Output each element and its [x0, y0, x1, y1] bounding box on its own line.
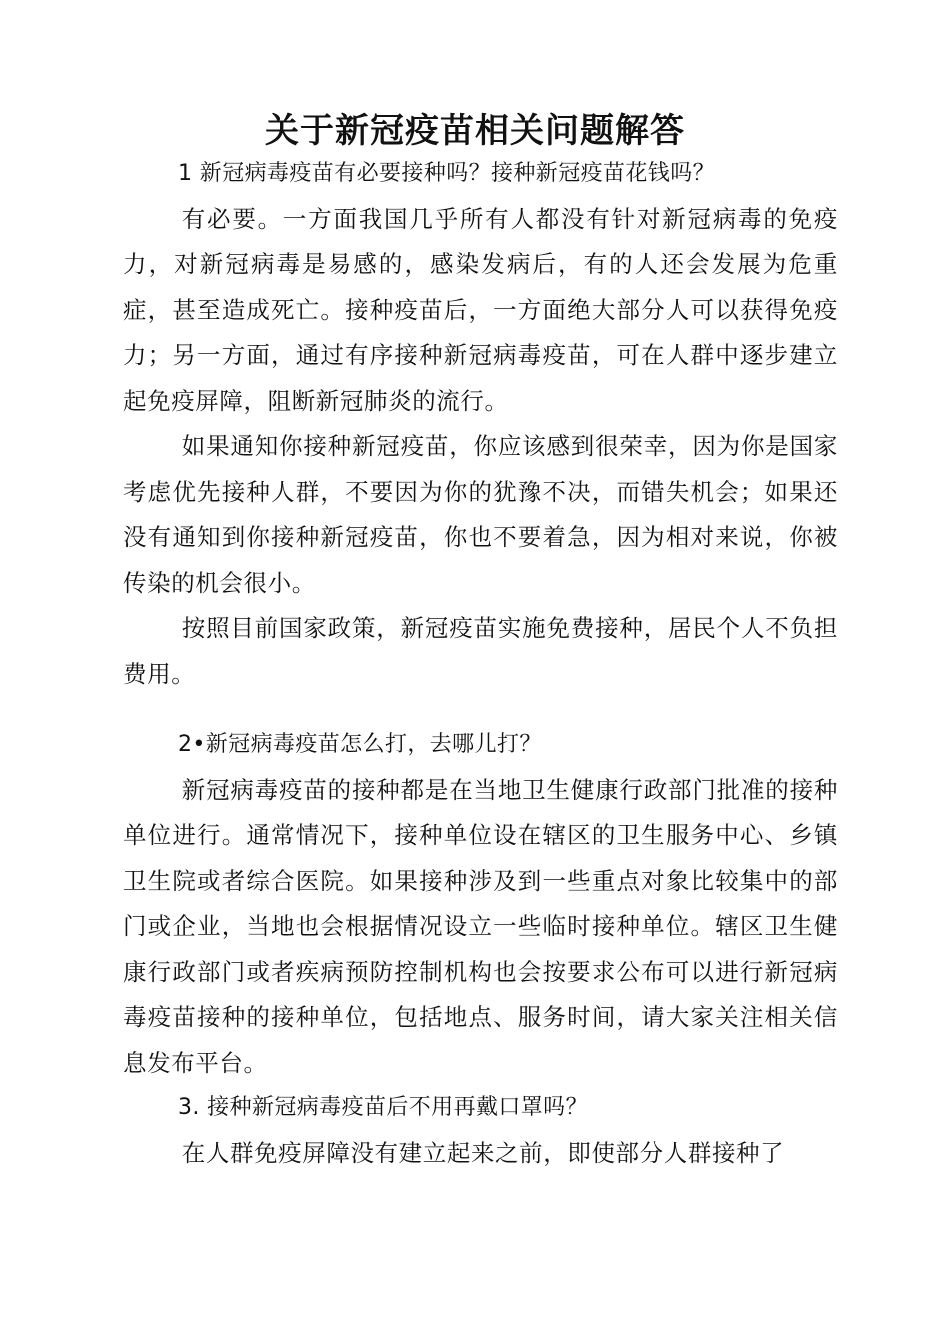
section-2 [123, 722, 838, 1086]
section-3 [123, 1085, 838, 1176]
section-1-question: 1 新冠病毒疫苗有必要接种吗？接种新冠疫苗花钱吗？ [178, 161, 715, 186]
section-1 [123, 151, 838, 697]
section-3-question: 3. 接种新冠病毒疫苗后不用再戴口罩吗？ [178, 1095, 588, 1120]
section-1-paragraph-3: 按照目前国家政策，新冠疫苗实施免费接种，居民个人不负担费用。 [123, 614, 838, 688]
section-2-question: 2•新冠病毒疫苗怎么打，去哪儿打？ [178, 732, 542, 757]
section-3-paragraph-1: 在人群免疫屏障没有建立起来之前，即使部分人群接种了 [181, 1138, 785, 1167]
section-2-paragraph-1: 新冠病毒疫苗的接种都是在当地卫生健康行政部门批准的接种单位进行。通常情况下，接种单位设在辖区的卫生服务中心、乡镇卫生院或者综合医院。如果接种涉及到一些重点对象比较集中的部门或企业，当地也会根据情况设立一些临时接种单位。辖区卫生健康行政部门或者疾病预防控制机构也会按要求公布可以进行新冠病毒疫苗接种的接种单位，包括地点、服务时间，请大家关注相关信息发布平台。 [123, 775, 838, 1077]
section-1-paragraph-1: 有必要。一方面我国几乎所有人都没有针对新冠病毒的免疫力，对新冠病毒是易感的，感染发病后，有的人还会发展为危重症，甚至造成死亡。接种疫苗后，一方面绝大部分人可以获得免疫力；另一方面，通过有序接种新冠病毒疫苗，可在人群中逐步建立起免疫屏障，阻断新冠肺炎的流行。 [123, 204, 838, 415]
document-title: 关于新冠疫苗相关问题解答 [265, 111, 685, 151]
section-1-paragraph-2: 如果通知你接种新冠疫苗，你应该感到很荣幸，因为你是国家考虑优先接种人群，不要因为你的犹豫不决，而错失机会；如果还没有通知到你接种新冠疫苗，你也不要着急，因为相对来说，你被传染的机会很小。 [123, 432, 838, 597]
